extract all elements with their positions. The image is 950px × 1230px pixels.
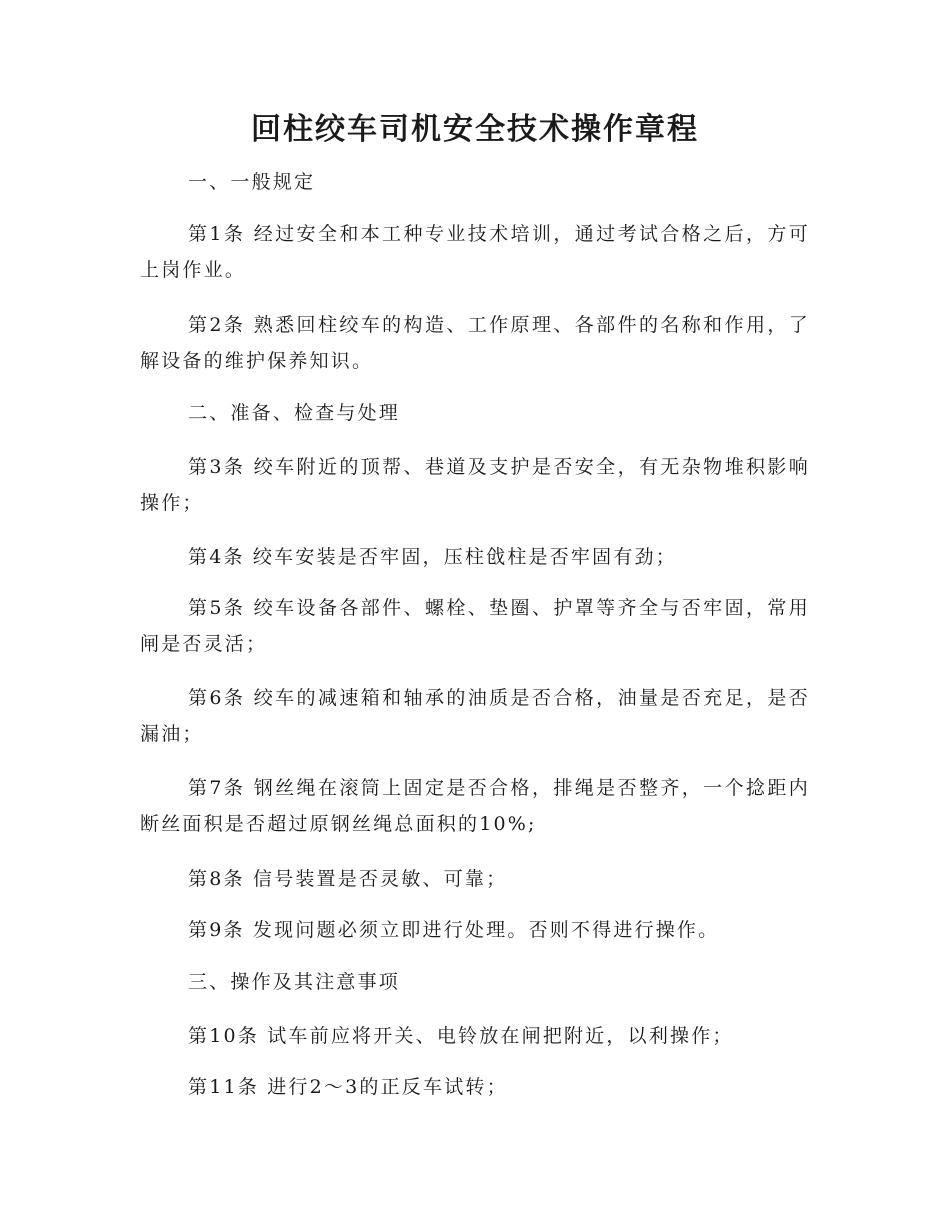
article-8: 第8条 信号装置是否灵敏、可靠； (188, 868, 508, 890)
article-11: 第11条 进行2～3的正反车试转； (188, 1076, 508, 1098)
section-heading-general: 一、一般规定 (188, 171, 316, 193)
article-9: 第9条 发现问题必须立即进行处理。否则不得进行操作。 (188, 919, 720, 941)
article-2: 第2条 熟悉回柱绞车的构造、工作原理、各部件的名称和作用，了解设备的维护保养知识。 (140, 314, 810, 372)
article-5: 第5条 绞车设备各部件、螺栓、垫圈、护罩等齐全与否牢固，常用闸是否灵活； (140, 597, 810, 655)
section-heading-preparation: 二、准备、检查与处理 (188, 402, 401, 424)
article-3: 第3条 绞车附近的顶帮、巷道及支护是否安全，有无杂物堆积影响操作； (140, 456, 810, 514)
section-heading-operation: 三、操作及其注意事项 (188, 971, 401, 993)
article-7: 第7条 钢丝绳在滚筒上固定是否合格，排绳是否整齐，一个捻距内断丝面积是否超过原钢丝绳总面积的10%; (140, 777, 810, 835)
article-10: 第10条 试车前应将开关、电铃放在闸把附近，以利操作； (188, 1025, 734, 1047)
article-1: 第1条 经过安全和本工种专业技术培训，通过考试合格之后，方可上岗作业。 (140, 223, 810, 281)
article-4: 第4条 绞车安装是否牢固，压柱戗柱是否牢固有劲； (188, 546, 677, 568)
article-6: 第6条 绞车的减速箱和轴承的油质是否合格，油量是否充足，是否漏油； (140, 687, 810, 745)
document-title: 回柱绞车司机安全技术操作章程 (251, 112, 699, 147)
